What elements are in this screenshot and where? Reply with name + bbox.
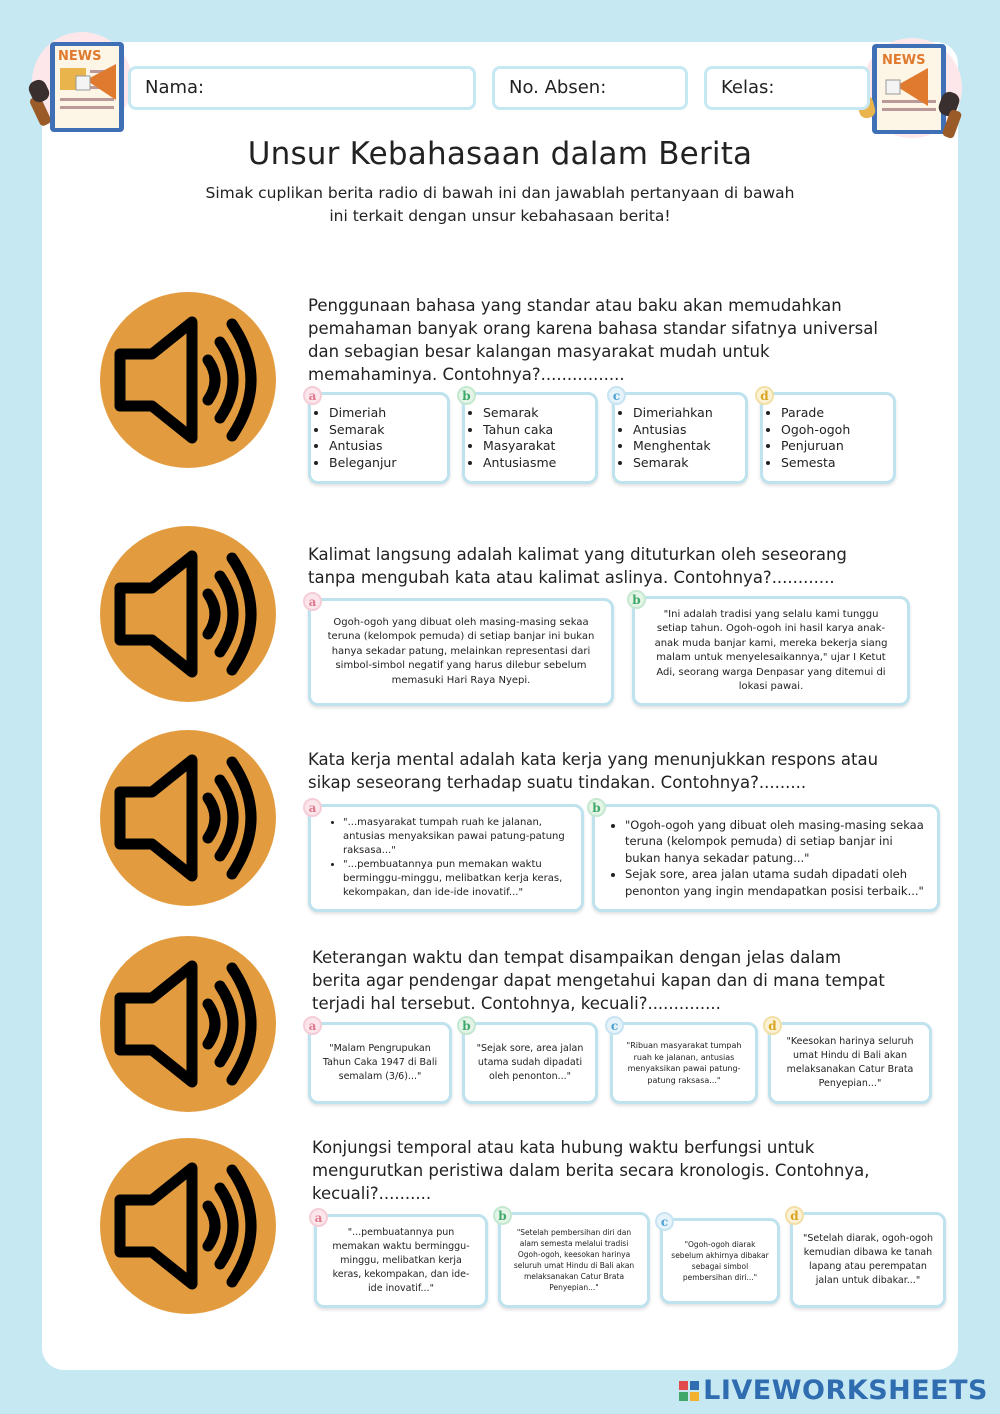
option-badge-c: c bbox=[605, 1016, 624, 1035]
absen-label: No. Absen: bbox=[509, 77, 607, 98]
audio-play-button-5[interactable] bbox=[100, 1138, 276, 1314]
option-text: "Ini adalah tradisi yang selalu kami tunggu setiap tahun. Ogoh-ogoh ini hasil karya anak-anak muda banjar kami, mereka bekerja siang malam untuk menyelesaikannya," ujar I Ketut Adi, seorang warga Denpasar yang ditemui di lokasi pawai. bbox=[654, 608, 888, 692]
option-text: "...pembuatannya pun memakan waktu berminggu-minggu, melibatkan kerja keras, kekompakan, dan ide-ide inovatif..." bbox=[332, 1227, 470, 1294]
option-badge-b: b bbox=[493, 1206, 512, 1225]
option-badge-a: a bbox=[303, 798, 322, 817]
q5-option-d[interactable] bbox=[790, 1209, 946, 1308]
option-item: • "Ogoh-ogoh yang dibuat oleh masing-masing sekaa teruna (kelompok pemuda) di setiap banjar ini bukan hanya sekadar patung..." bbox=[625, 817, 927, 867]
page-title: Unsur Kebahasaan dalam Berita bbox=[247, 136, 753, 172]
option-item: • Sejak sore, area jalan utama sudah dipadati oleh penonton yang ingin mendapatkan posisi terbaik..." bbox=[625, 866, 927, 899]
kelas-label: Kelas: bbox=[721, 77, 775, 98]
q2-option-b[interactable] bbox=[632, 593, 910, 706]
q2-option-a[interactable] bbox=[308, 595, 614, 706]
audio-play-button-2[interactable] bbox=[100, 526, 276, 702]
liveworksheets-icon bbox=[679, 1381, 699, 1401]
option-text: "Malam Pengrupukan Tahun Caka 1947 di Bali semalam (3/6)..." bbox=[322, 1043, 438, 1082]
option-badge-a: a bbox=[303, 592, 322, 611]
q4-option-c[interactable] bbox=[610, 1019, 758, 1104]
option-text: "Sejak sore, area jalan utama sudah dipadati oleh penonton..." bbox=[476, 1043, 584, 1082]
option-badge-d: d bbox=[755, 386, 774, 405]
option-badge-c: c bbox=[655, 1212, 674, 1231]
q1-option-b[interactable] bbox=[462, 389, 598, 484]
liveworksheets-logo[interactable] bbox=[679, 1375, 988, 1406]
footer-brand-text: LIVEWORKSHEETS bbox=[703, 1375, 988, 1406]
question-4-text: Keterangan waktu dan tempat disampaikan dengan jelas dalam berita agar pendengar dapat mengetahui kapan dan di mana tempat terjadi hal tersebut. Contohnya, kecuali?.............. bbox=[312, 948, 885, 1013]
option-badge-a: a bbox=[303, 386, 322, 405]
option-item: • Semarak bbox=[483, 405, 595, 422]
option-badge-b: b bbox=[457, 1016, 476, 1035]
option-item: • "...pembuatannya pun memakan waktu berminggu-minggu, melibatkan kerja keras, kekompakan, dan ide-ide inovatif..." bbox=[343, 858, 571, 900]
q1-option-d[interactable] bbox=[760, 389, 896, 484]
speaker-icon bbox=[100, 526, 276, 702]
speaker-icon bbox=[100, 936, 276, 1112]
q1-option-a[interactable] bbox=[308, 389, 450, 484]
q4-option-d[interactable] bbox=[768, 1019, 932, 1104]
page-subtitle: Simak cuplikan berita radio di bawah ini dan jawablah pertanyaan di bawah ini terkait dengan unsur kebahasaan berita! bbox=[205, 184, 795, 225]
option-badge-b: b bbox=[627, 590, 646, 609]
option-item: • Menghentak bbox=[633, 438, 745, 455]
option-item: • Dimeriahkan bbox=[633, 405, 745, 422]
audio-play-button-3[interactable] bbox=[100, 730, 276, 906]
q3-option-b[interactable] bbox=[592, 801, 940, 912]
q3-option-a[interactable] bbox=[308, 801, 584, 912]
audio-play-button-4[interactable] bbox=[100, 936, 276, 1112]
option-badge-d: d bbox=[763, 1016, 782, 1035]
q5-option-c[interactable] bbox=[660, 1215, 780, 1304]
news-badge-text-right: NEWS bbox=[882, 53, 926, 68]
absen-field[interactable] bbox=[492, 66, 688, 110]
speaker-icon bbox=[100, 1138, 276, 1314]
q4-option-b[interactable] bbox=[462, 1019, 598, 1104]
option-item: • Parade bbox=[781, 405, 893, 422]
option-item: • Tahun caka bbox=[483, 422, 595, 439]
question-3-text: Kata kerja mental adalah kata kerja yang menunjukkan respons atau sikap seseorang terhadap suatu tindakan. Contohnya?......... bbox=[308, 750, 879, 792]
name-label: Nama: bbox=[145, 77, 205, 98]
q5-option-a[interactable] bbox=[314, 1211, 488, 1308]
option-text: Ogoh-ogoh yang dibuat oleh masing-masing sekaa teruna (kelompok pemuda) di setiap banjar ini bukan hanya sekadar patung, melainkan representasi dari simbol-simbol negatif yang harus dilebur sebelum memasuki Hari Raya Nyepi. bbox=[327, 616, 595, 686]
question-1-text: Penggunaan bahasa yang standar atau baku akan memudahkan pemahaman banyak orang karena bahasa standar sifatnya universal dan sebagian besar kalangan masyarakat mudah untuk memahaminya. Contohnya?................ bbox=[308, 296, 878, 384]
question-2-text: Kalimat langsung adalah kalimat yang dituturkan oleh seseorang tanpa mengubah kata atau kalimat aslinya. Contohnya?............ bbox=[308, 545, 847, 587]
q4-option-a[interactable] bbox=[308, 1019, 452, 1104]
option-text: "Setelah diarak, ogoh-ogoh kemudian dibawa ke tanah lapang atau perempatan jalan untuk dibakar..." bbox=[802, 1233, 934, 1286]
option-item: • Antusias bbox=[633, 422, 745, 439]
speaker-icon bbox=[100, 730, 276, 906]
option-item: • Beleganjur bbox=[329, 455, 447, 472]
option-badge-a: a bbox=[303, 1016, 322, 1035]
option-badge-a: a bbox=[309, 1208, 328, 1227]
news-sticker-right-icon bbox=[856, 36, 968, 144]
option-item: • Penjuruan bbox=[781, 438, 893, 455]
option-badge-b: b bbox=[457, 386, 476, 405]
speaker-icon bbox=[100, 292, 276, 468]
kelas-field[interactable] bbox=[704, 66, 870, 110]
q5-option-b[interactable] bbox=[498, 1209, 650, 1308]
option-badge-b: b bbox=[587, 798, 606, 817]
option-item: • Semesta bbox=[781, 455, 893, 472]
option-item: • Masyarakat bbox=[483, 438, 595, 455]
option-item: • Antusias bbox=[329, 438, 447, 455]
option-item: • Dimeriah bbox=[329, 405, 447, 422]
q1-option-c[interactable] bbox=[612, 389, 748, 484]
option-item: • "...masyarakat tumpah ruah ke jalanan, antusias menyaksikan pawai patung-patung raksasa..." bbox=[343, 816, 571, 858]
option-item: • Ogoh-ogoh bbox=[781, 422, 893, 439]
option-item: • Semarak bbox=[329, 422, 447, 439]
question-5-text: Konjungsi temporal atau kata hubung waktu berfungsi untuk mengurutkan peristiwa dalam berita secara kronologis. Contohnya, kecuali?.......... bbox=[312, 1138, 870, 1203]
option-item: • Antusiasme bbox=[483, 455, 595, 472]
option-text: "Ribuan masyarakat tumpah ruah ke jalanan, antusias menyaksikan pawai patung-patung raksasa..." bbox=[626, 1041, 742, 1085]
option-item: • Semarak bbox=[633, 455, 745, 472]
option-badge-c: c bbox=[607, 386, 626, 405]
option-text: "Setelah pembersihan diri dan alam semesta melalui tradisi Ogoh-ogoh, keesokan harinya seluruh umat Hindu di Bali akan melaksanakan Catur Brata Penyepian..." bbox=[513, 1228, 635, 1292]
news-badge-text: NEWS bbox=[58, 49, 102, 64]
news-sticker-left-icon bbox=[24, 30, 136, 138]
audio-play-button-1[interactable] bbox=[100, 292, 276, 468]
option-badge-d: d bbox=[785, 1206, 804, 1225]
option-text: "Keesokan harinya seluruh umat Hindu di Bali akan melaksanakan Catur Brata Penyepian..." bbox=[786, 1036, 914, 1089]
option-text: "Ogoh-ogoh diarak sebelum akhirnya dibakar sebagai simbol pembersihan diri..." bbox=[671, 1240, 769, 1282]
name-field[interactable] bbox=[128, 66, 476, 110]
